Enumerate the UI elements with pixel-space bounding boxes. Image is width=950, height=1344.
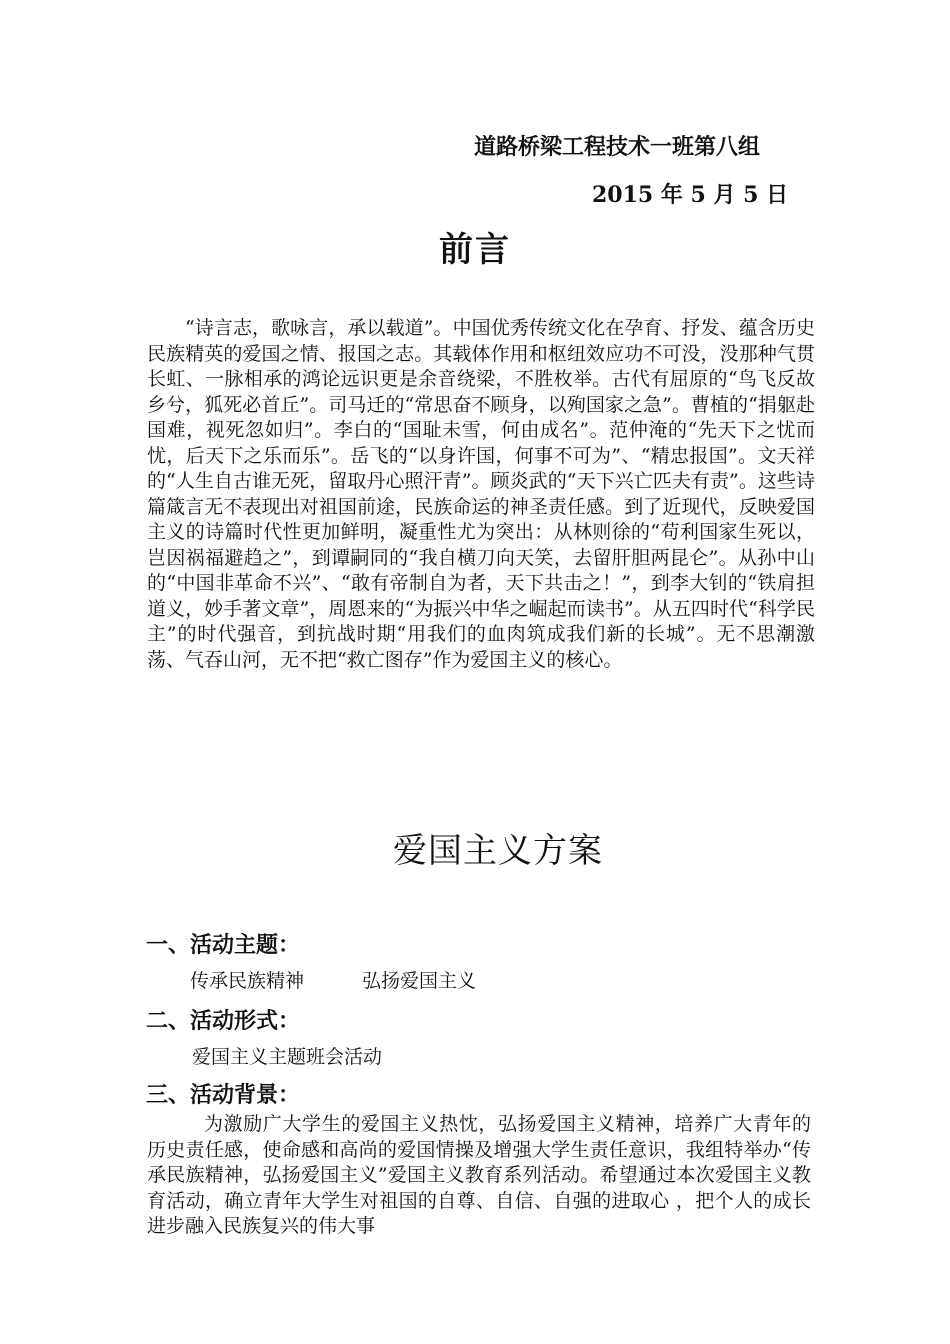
theme-line <box>190 966 476 993</box>
preface-paragraph: “诗言志，歌咏言，承以载道”。中国优秀传统文化在孕育、抒发、蕴含历史民族精英的爱国之情、报国之志。其载体作用和枢纽效应功不可没，没那种气贯长虹、一脉相承的鸿论远识更是余音绕梁，不胜枚举。古代有屈原的“鸟飞反故乡兮，狐死必首丘”。司马迁的“常思奋不顾身，以殉国家之急”。曹植的“捐躯赴国难，视死忽如归”。李白的“国耻未雪，何由成名”。范仲淹的“先天下之忧而忧，后天下之乐而乐”。岳飞的“以身许国，何事不可为”、“精忠报国”。文天祥的“人生自古谁无死，留取丹心照汗青”。顾炎武的“天下兴亡匹夫有责”。这些诗篇箴言无不表现出对祖国前途，民族命运的神圣责任感。到了近现代，反映爱国主义的诗篇时代性更加鲜明，凝重性尤为突出：从林则徐的“苟利国家生死以，岂因祸福避趋之”，到谭嗣同的“我自横刀向天笑，去留肝胆两昆仑”。从孙中山的“中国非革命不兴”、“敢有帝制自为者，天下共击之！”，到李大钊的“铁肩担道义，妙手著文章”，周恩来的“为振兴中华之崛起而读书”。从五四时代“科学民主”的时代强音，到抗战时期“用我们的血肉筑成我们新的长城”。无不思潮激荡、气吞山河，无不把“救亡图存”作为爱国主义的核心。 <box>147 317 815 671</box>
plan-title: 爱国主义方案 <box>393 831 603 871</box>
author-line: 道路桥梁工程技术一班第八组 <box>474 134 761 160</box>
background-paragraph: 为激励广大学生的爱国主义热忱，弘扬爱国主义精神，培养广大青年的历史责任感，使命感和高尚的爱国情操及增强大学生责任意识，我组特举办“传承民族精神，弘扬爱国主义”爱国主义教育系列活动。希望通过本次爱国主义教育活动，确立青年大学生对祖国的自尊、自信、自强的进取心 ，把个人的成长进步融入民族复兴的伟大事 <box>147 1113 811 1237</box>
section-heading-theme: 一、活动主题： <box>146 932 301 958</box>
theme-item: 传承民族精神 <box>190 970 305 992</box>
section-heading-form: 二、活动形式： <box>146 1008 301 1034</box>
theme-item: 弘扬爱国主义 <box>362 970 477 992</box>
form-text: 爱国主义主题班会活动 <box>192 1046 383 1068</box>
preface-title: 前言 <box>439 230 511 270</box>
date-line: 2015 年 5 月 5 日 <box>592 182 789 208</box>
section-heading-background: 三、活动背景： <box>146 1082 301 1108</box>
